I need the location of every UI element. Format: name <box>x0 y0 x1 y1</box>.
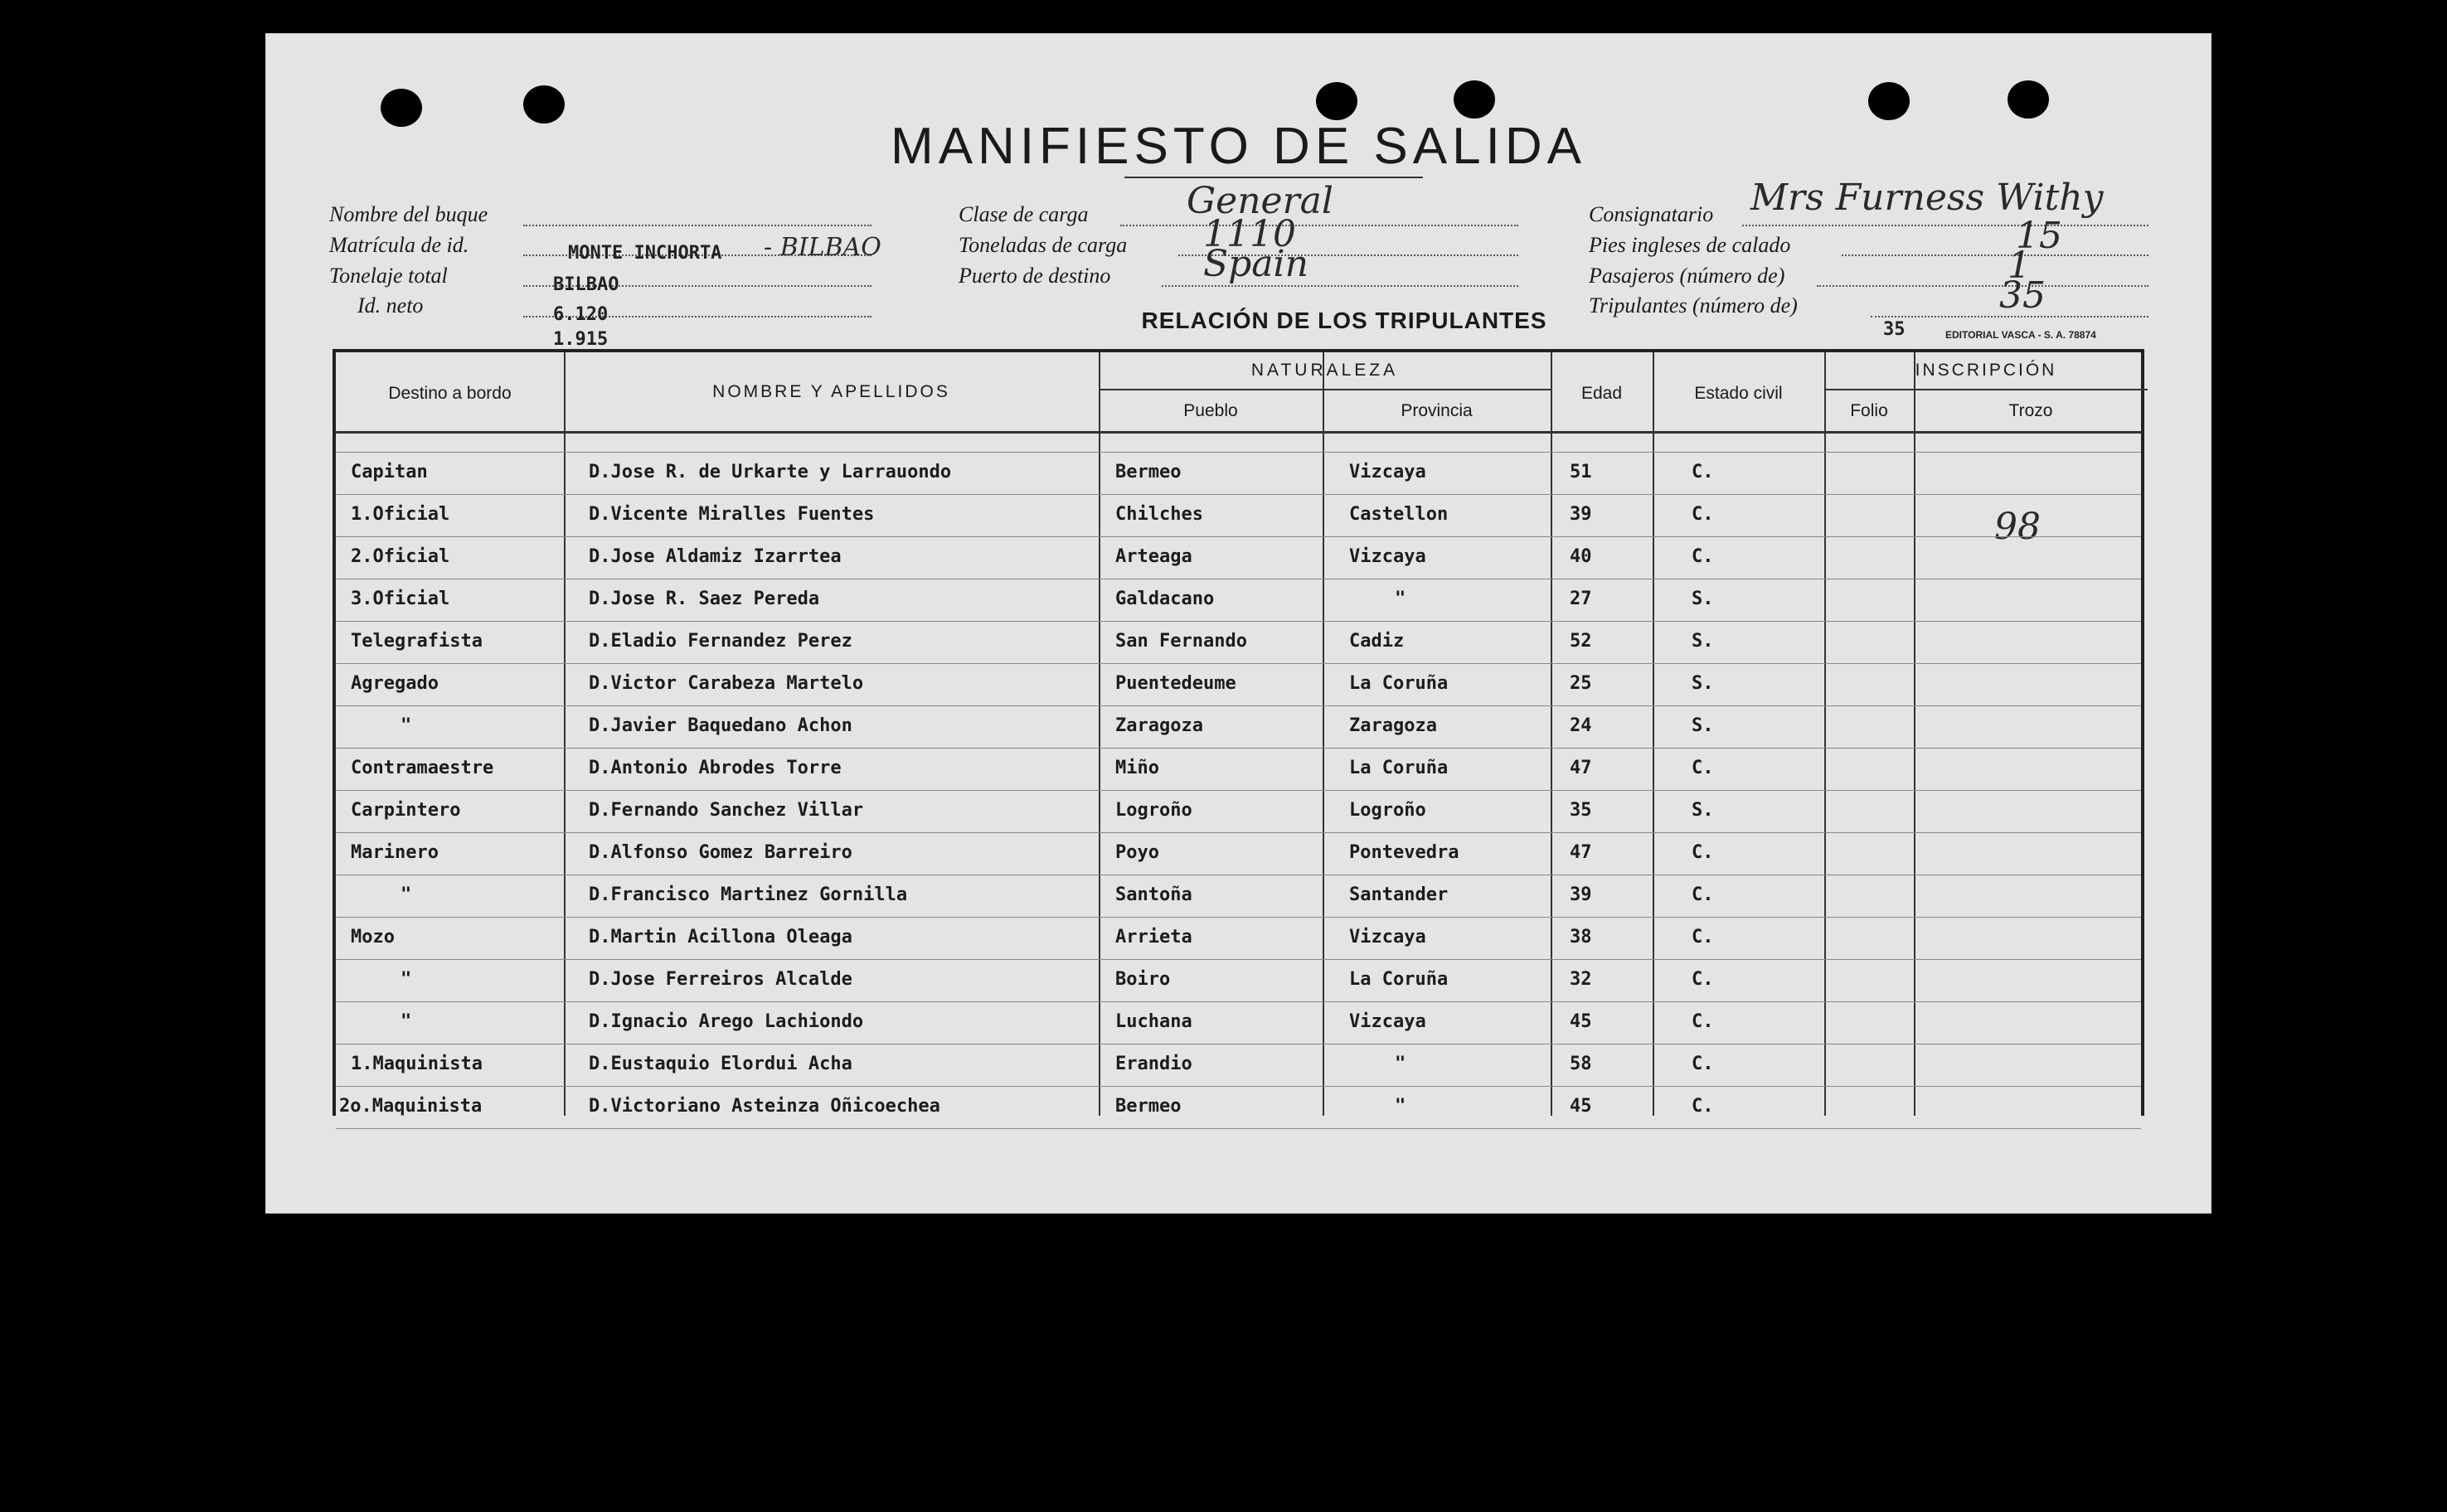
row-separator <box>336 748 2141 749</box>
punch-hole <box>1454 80 1495 119</box>
value-pies-calado: 15 <box>2016 215 2062 257</box>
label-puerto-destino: Puerto de destino <box>959 264 1111 288</box>
cell-nombre: D.Eustaquio Elordui Acha <box>589 1054 852 1074</box>
cell-estado-civil: C. <box>1692 1096 1714 1117</box>
cell-edad: 45 <box>1570 1096 1592 1117</box>
punch-hole <box>1868 82 1910 120</box>
value-nombre-buque: MONTE INCHORTA <box>568 243 722 264</box>
cell-nombre: D.Jose Ferreiros Alcalde <box>589 969 852 990</box>
cell-nombre: D.Eladio Fernandez Perez <box>589 631 852 652</box>
field-line <box>1817 285 2148 287</box>
cell-destino: 3.Oficial <box>351 589 450 609</box>
cell-edad: 32 <box>1570 969 1592 990</box>
cell-destino: 1.Maquinista <box>351 1054 483 1074</box>
cell-edad: 47 <box>1570 758 1592 778</box>
cell-estado-civil: S. <box>1692 589 1714 609</box>
manifest-sheet <box>265 33 2212 1214</box>
label-pies-calado: Pies ingleses de calado <box>1589 233 1791 257</box>
cell-pueblo: Zaragoza <box>1115 715 1203 736</box>
cell-pueblo: Bermeo <box>1115 1096 1182 1117</box>
cell-destino: 2.Oficial <box>351 546 450 567</box>
cell-estado-civil: C. <box>1692 927 1714 947</box>
cell-provincia: Logroño <box>1349 800 1426 821</box>
field-line <box>1120 225 1518 226</box>
value-matricula-handwritten: - BILBAO <box>764 233 881 262</box>
punch-hole <box>1316 82 1357 120</box>
cell-nombre: D.Jose Aldamiz Izarrtea <box>589 546 842 567</box>
label-pasajeros: Pasajeros (número de) <box>1589 264 1785 288</box>
cell-pueblo: Galdacano <box>1115 589 1215 609</box>
cell-estado-civil: C. <box>1692 1054 1714 1074</box>
crew-table <box>333 349 2144 1116</box>
row-separator <box>336 663 2141 664</box>
cell-estado-civil: C. <box>1692 884 1714 905</box>
cell-edad: 39 <box>1570 884 1592 905</box>
cell-edad: 24 <box>1570 715 1592 736</box>
cell-pueblo: San Fernando <box>1115 631 1247 652</box>
row-separator <box>336 494 2141 495</box>
row-separator <box>336 536 2141 537</box>
cell-estado-civil: C. <box>1692 758 1714 778</box>
cell-provincia: Vizcaya <box>1349 546 1426 567</box>
value-neto: 1.915 <box>553 329 609 350</box>
cell-nombre: D.Vicente Miralles Fuentes <box>589 504 875 525</box>
cell-estado-civil: C. <box>1692 504 1714 525</box>
cell-edad: 35 <box>1570 800 1592 821</box>
row-separator <box>336 1001 2141 1002</box>
header-destino: Destino a bordo <box>388 384 512 403</box>
cell-edad: 38 <box>1570 927 1592 947</box>
label-consignatario: Consignatario <box>1589 202 1714 226</box>
header-pueblo: Pueblo <box>1183 401 1238 420</box>
cell-nombre: D.Francisco Martinez Gornilla <box>589 884 908 905</box>
cell-destino: Agregado <box>351 673 439 694</box>
cell-destino: Contramaestre <box>351 758 494 778</box>
cell-edad: 52 <box>1570 631 1592 652</box>
cell-destino: Carpintero <box>351 800 461 821</box>
cell-destino: Telegrafista <box>351 631 483 652</box>
row-separator <box>336 917 2141 918</box>
cell-edad: 27 <box>1570 589 1592 609</box>
cell-provincia: Vizcaya <box>1349 462 1426 482</box>
cell-provincia: La Coruña <box>1349 758 1449 778</box>
row-separator <box>336 452 2141 453</box>
cell-provincia: Santander <box>1349 884 1449 905</box>
value-consignatario: Mrs Furness Withy <box>1750 177 2104 219</box>
crew-count-typed: 35 <box>1883 319 1906 340</box>
cell-provincia: La Coruña <box>1349 673 1449 694</box>
cell-nombre: D.Antonio Abrodes Torre <box>589 758 842 778</box>
label-clase-carga: Clase de carga <box>959 202 1089 226</box>
label-nombre-buque: Nombre del buque <box>329 202 488 226</box>
cell-estado-civil: S. <box>1692 715 1714 736</box>
cell-nombre: D.Jose R. de Urkarte y Larrauondo <box>589 462 952 482</box>
header-provincia: Provincia <box>1401 401 1473 420</box>
cell-nombre: D.Victor Carabeza Martelo <box>589 673 864 694</box>
cell-pueblo: Puentedeume <box>1115 673 1236 694</box>
cell-edad: 25 <box>1570 673 1592 694</box>
cell-estado-civil: S. <box>1692 631 1714 652</box>
cell-destino: 1.Oficial <box>351 504 450 525</box>
trozo-handwritten-note: 98 <box>1994 506 2041 548</box>
row-separator <box>336 959 2141 960</box>
field-line <box>1842 254 2148 256</box>
cell-nombre: D.Fernando Sanchez Villar <box>589 800 864 821</box>
cell-edad: 47 <box>1570 842 1592 863</box>
cell-provincia: " <box>1395 1054 1406 1074</box>
value-tripulantes: 35 <box>1999 274 2046 317</box>
title-underline <box>1124 177 1423 178</box>
cell-pueblo: Logroño <box>1115 800 1192 821</box>
cell-pueblo: Miño <box>1115 758 1159 778</box>
cell-destino: " <box>401 1011 412 1032</box>
cell-provincia: La Coruña <box>1349 969 1449 990</box>
cell-pueblo: Bermeo <box>1115 462 1182 482</box>
header-edad: Edad <box>1580 384 1623 403</box>
header-folio: Folio <box>1850 401 1888 420</box>
cell-provincia: Zaragoza <box>1349 715 1437 736</box>
row-separator <box>336 790 2141 791</box>
punch-hole <box>2008 80 2049 119</box>
cell-destino: " <box>401 715 412 736</box>
header-nombre: NOMBRE Y APELLIDOS <box>712 382 950 401</box>
value-pasajeros: 1 <box>2008 245 2031 287</box>
header-trozo: Trozo <box>2008 401 2053 420</box>
cell-nombre: D.Alfonso Gomez Barreiro <box>589 842 852 863</box>
cell-destino: Mozo <box>351 927 395 947</box>
label-neto: Id. neto <box>357 293 424 317</box>
value-puerto-destino: Spain <box>1203 243 1308 285</box>
printer-mark: EDITORIAL VASCA - S. A. 78874 <box>1945 329 2096 341</box>
value-clase-carga: General <box>1187 180 1333 222</box>
cell-destino: Capitan <box>351 462 428 482</box>
cell-edad: 51 <box>1570 462 1592 482</box>
cell-estado-civil: S. <box>1692 800 1714 821</box>
cell-pueblo: Erandio <box>1115 1054 1192 1074</box>
section-subtitle: RELACIÓN DE LOS TRIPULANTES <box>1141 308 1547 333</box>
cell-edad: 39 <box>1570 504 1592 525</box>
field-line <box>1162 285 1518 287</box>
cell-estado-civil: C. <box>1692 842 1714 863</box>
cell-destino: Marinero <box>351 842 439 863</box>
header-estado-civil: Estado civil <box>1694 384 1783 403</box>
cell-estado-civil: C. <box>1692 1011 1714 1032</box>
cell-provincia: Castellon <box>1349 504 1449 525</box>
cell-provincia: Cadiz <box>1349 631 1405 652</box>
cell-provincia: Vizcaya <box>1349 927 1426 947</box>
row-separator <box>336 1086 2141 1087</box>
cell-pueblo: Poyo <box>1115 842 1159 863</box>
cell-provincia: Pontevedra <box>1349 842 1459 863</box>
cell-edad: 45 <box>1570 1011 1592 1032</box>
row-separator <box>336 705 2141 706</box>
cell-edad: 58 <box>1570 1054 1592 1074</box>
cell-pueblo: Boiro <box>1115 969 1171 990</box>
cell-estado-civil: C. <box>1692 546 1714 567</box>
cell-nombre: D.Javier Baquedano Achon <box>589 715 852 736</box>
field-line <box>523 225 872 226</box>
cell-pueblo: Arteaga <box>1115 546 1192 567</box>
cell-provincia: " <box>1395 1096 1406 1117</box>
label-tripulantes: Tripulantes (número de) <box>1589 293 1798 317</box>
value-toneladas-carga: 1110 <box>1203 213 1296 255</box>
label-matricula: Matrícula de id. <box>329 233 469 257</box>
row-separator <box>336 832 2141 833</box>
cell-estado-civil: C. <box>1692 969 1714 990</box>
header-inscripcion: INSCRIPCIÓN <box>1915 361 2057 380</box>
row-separator <box>336 621 2141 622</box>
cell-nombre: D.Victoriano Asteinza Oñicoechea <box>589 1096 940 1117</box>
value-matricula: BILBAO <box>553 274 619 295</box>
cell-provincia: " <box>1395 589 1406 609</box>
label-toneladas-carga: Toneladas de carga <box>959 233 1128 257</box>
cell-pueblo: Chilches <box>1115 504 1203 525</box>
cell-pueblo: Arrieta <box>1115 927 1192 947</box>
cell-estado-civil: C. <box>1692 462 1714 482</box>
cell-nombre: D.Jose R. Saez Pereda <box>589 589 820 609</box>
cell-nombre: D.Ignacio Arego Lachiondo <box>589 1011 864 1032</box>
cell-destino: " <box>401 884 412 905</box>
value-tonelaje-total: 6.120 <box>553 304 609 325</box>
cell-pueblo: Luchana <box>1115 1011 1192 1032</box>
cell-nombre: D.Martin Acillona Oleaga <box>589 927 852 947</box>
cell-edad: 40 <box>1570 546 1592 567</box>
cell-pueblo: Santoña <box>1115 884 1192 905</box>
cell-destino: " <box>401 969 412 990</box>
row-separator <box>336 1128 2141 1129</box>
cell-provincia: Vizcaya <box>1349 1011 1426 1032</box>
header-naturaleza: NATURALEZA <box>1250 361 1399 380</box>
cell-estado-civil: S. <box>1692 673 1714 694</box>
cell-destino: 2o.Maquinista <box>339 1096 483 1117</box>
label-tonelaje-total: Tonelaje total <box>329 264 448 288</box>
document-title: MANIFIESTO DE SALIDA <box>891 118 1586 175</box>
field-line <box>1742 225 2148 226</box>
